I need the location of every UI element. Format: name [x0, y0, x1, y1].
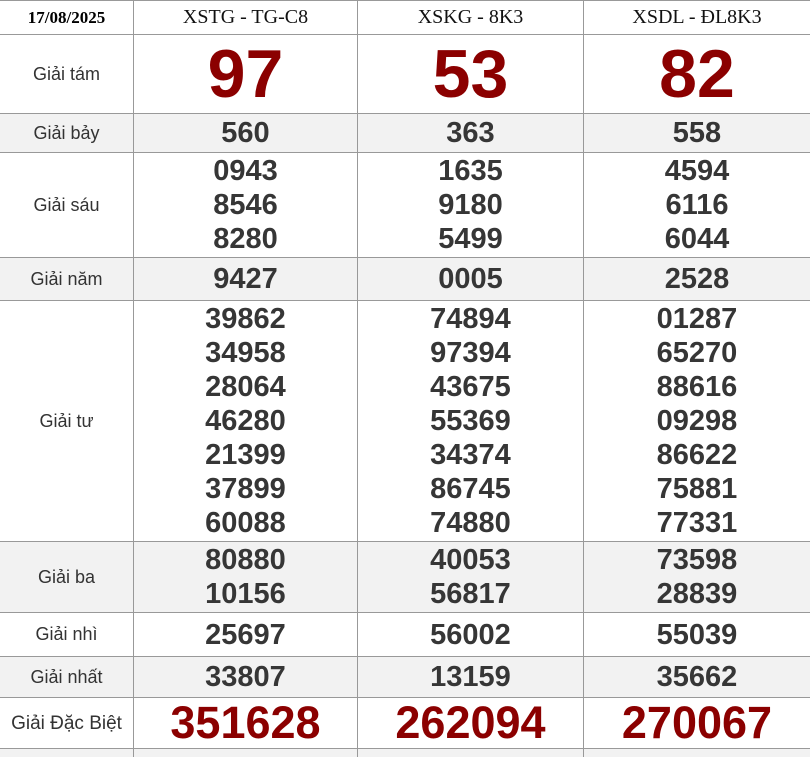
prize-number: 01287 — [656, 303, 738, 335]
prize-row — [0, 35, 810, 114]
prize-numbers-cell — [583, 35, 810, 113]
prize-numbers-cell — [133, 613, 357, 656]
prize-numbers-cell — [133, 258, 357, 300]
prize-number: 80880 — [205, 544, 286, 576]
prize-row — [0, 258, 810, 301]
prize-number: 21399 — [205, 439, 286, 471]
prize-number: 33807 — [205, 661, 286, 693]
prize-number: 55039 — [656, 618, 738, 651]
prize-number: 37899 — [205, 473, 286, 505]
prize-number: 34958 — [205, 337, 286, 369]
prize-number: 97394 — [430, 337, 511, 369]
prize-numbers-cell — [357, 301, 583, 541]
prize-number: 74894 — [430, 303, 511, 335]
prize-number: 74880 — [430, 507, 511, 539]
prize-number: 9180 — [438, 189, 503, 221]
prize-number: 46280 — [205, 405, 286, 437]
prize-numbers-cell — [583, 698, 810, 748]
prize-numbers-cell — [133, 657, 357, 697]
prize-number: 13159 — [430, 661, 511, 693]
prize-numbers-cell — [583, 114, 810, 152]
prize-numbers-cell — [133, 35, 357, 113]
prize-number: 60088 — [205, 507, 286, 539]
prize-numbers-cell — [357, 114, 583, 152]
bottom-strip-cell — [0, 749, 133, 757]
bottom-strip-cell — [357, 749, 583, 757]
prize-number: 86622 — [656, 439, 738, 471]
prize-number: 43675 — [430, 371, 511, 403]
bottom-strip-cell — [133, 749, 357, 757]
prize-label: Giải nhất — [30, 666, 103, 687]
prize-row — [0, 657, 810, 698]
prize-numbers-cell — [357, 153, 583, 257]
prize-rows-container — [0, 35, 810, 749]
prize-number: 4594 — [664, 155, 730, 187]
prize-numbers-cell — [583, 613, 810, 656]
prize-number: 97 — [207, 36, 284, 112]
prize-numbers-cell — [357, 542, 583, 612]
prize-row — [0, 698, 810, 749]
prize-number: 6116 — [665, 189, 729, 221]
prize-number: 75881 — [656, 473, 738, 505]
prize-number: 73598 — [656, 544, 738, 576]
prize-label: Giải sáu — [33, 194, 100, 215]
prize-number: 39862 — [205, 303, 286, 335]
prize-number: 86745 — [430, 473, 511, 505]
prize-number: 1635 — [438, 155, 503, 187]
prize-number: 8546 — [213, 189, 278, 221]
prize-numbers-cell — [133, 698, 357, 748]
station-header-xskg: XSKG - 8K3 — [357, 1, 583, 34]
prize-number: 8280 — [213, 223, 278, 255]
prize-number: 558 — [672, 117, 722, 149]
prize-label: Giải tám — [32, 63, 101, 84]
prize-number: 55369 — [430, 405, 511, 437]
prize-label: Giải tư — [39, 410, 94, 431]
prize-number: 34374 — [430, 439, 511, 471]
prize-number: 28064 — [205, 371, 286, 403]
prize-numbers-cell — [133, 114, 357, 152]
prize-number: 56817 — [430, 578, 511, 610]
station-header-xsdl: XSDL - ĐL8K3 — [583, 1, 810, 34]
prize-numbers-cell — [357, 657, 583, 697]
prize-row — [0, 153, 810, 258]
prize-number: 56002 — [430, 618, 511, 651]
prize-numbers-cell — [133, 542, 357, 612]
prize-numbers-cell — [583, 153, 810, 257]
table-header-row — [0, 1, 810, 35]
prize-number: 5499 — [438, 223, 503, 255]
prize-number: 25697 — [205, 618, 286, 651]
prize-row — [0, 301, 810, 542]
prize-numbers-cell — [357, 698, 583, 748]
prize-number: 77331 — [656, 507, 738, 539]
prize-number: 270067 — [621, 697, 773, 748]
prize-number: 0943 — [213, 155, 278, 187]
prize-label: Giải năm — [30, 268, 103, 289]
prize-number: 6044 — [664, 223, 730, 255]
prize-numbers-cell — [357, 613, 583, 656]
prize-label: Giải nhì — [35, 624, 98, 644]
prize-row — [0, 542, 810, 613]
prize-numbers-cell — [357, 35, 583, 113]
prize-label: Giải ba — [37, 566, 96, 587]
prize-numbers-cell — [583, 258, 810, 300]
prize-numbers-cell — [133, 301, 357, 541]
prize-number: 28839 — [656, 578, 738, 610]
prize-number: 40053 — [430, 544, 511, 576]
prize-numbers-cell — [583, 301, 810, 541]
prize-number: 09298 — [656, 405, 738, 437]
prize-number: 2528 — [664, 263, 730, 295]
prize-number: 560 — [221, 117, 270, 149]
prize-row — [0, 114, 810, 153]
prize-number: 82 — [659, 36, 735, 112]
prize-number: 0005 — [438, 263, 503, 295]
prize-numbers-cell — [357, 258, 583, 300]
prize-number: 10156 — [205, 578, 286, 610]
bottom-strip-cell — [583, 749, 810, 757]
prize-numbers-cell — [133, 153, 357, 257]
station-header-xstg: XSTG - TG-C8 — [133, 1, 357, 34]
prize-number: 35662 — [656, 661, 738, 693]
prize-label: Giải Đặc Biệt — [11, 712, 122, 734]
prize-number: 88616 — [656, 371, 738, 403]
prize-number: 65270 — [656, 337, 738, 369]
prize-row — [0, 613, 810, 657]
prize-numbers-cell — [583, 657, 810, 697]
prize-label: Giải bảy — [33, 122, 100, 143]
bottom-partial-row — [0, 749, 810, 757]
draw-date: 17/08/2025 — [27, 7, 106, 27]
prize-number: 53 — [432, 36, 509, 112]
prize-number: 262094 — [395, 697, 546, 748]
prize-numbers-cell — [583, 542, 810, 612]
prize-number: 363 — [446, 117, 495, 149]
prize-number: 351628 — [170, 697, 321, 748]
prize-number: 9427 — [213, 263, 278, 295]
